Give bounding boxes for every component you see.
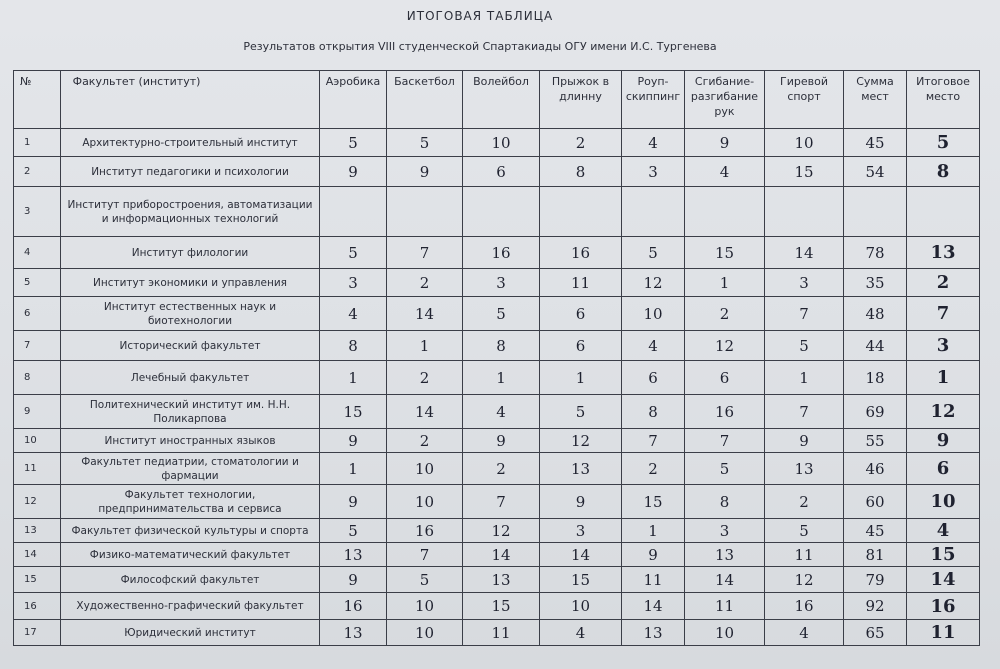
cell-final-place: 10 xyxy=(907,485,980,519)
cell-volleyball: 3 xyxy=(463,269,540,297)
header-kettlebell: Гиревой спорт xyxy=(765,71,844,129)
cell-rope-skipping: 8 xyxy=(622,395,685,429)
row-faculty: Факультет физической культуры и спорта xyxy=(61,519,320,543)
cell-volleyball: 5 xyxy=(463,297,540,331)
cell-long-jump: 6 xyxy=(540,331,622,361)
cell-rope-skipping: 15 xyxy=(622,485,685,519)
cell-kettlebell: 5 xyxy=(765,331,844,361)
row-faculty: Институт педагогики и психологии xyxy=(61,157,320,187)
cell-arm-bending: 12 xyxy=(685,331,765,361)
cell-final-place: 16 xyxy=(907,593,980,620)
cell-arm-bending: 5 xyxy=(685,453,765,485)
cell-long-jump: 1 xyxy=(540,361,622,395)
cell-aerobics: 5 xyxy=(320,129,387,157)
cell-sum: 78 xyxy=(844,237,907,269)
cell-final-place: 12 xyxy=(907,395,980,429)
table-row xyxy=(14,593,980,620)
cell-volleyball: 13 xyxy=(463,567,540,593)
cell-final-place: 5 xyxy=(907,129,980,157)
table-row xyxy=(14,269,980,297)
cell-kettlebell: 14 xyxy=(765,237,844,269)
cell-volleyball xyxy=(463,187,540,237)
cell-sum: 18 xyxy=(844,361,907,395)
cell-basketball: 7 xyxy=(387,237,463,269)
cell-final-place: 6 xyxy=(907,453,980,485)
cell-final-place: 1 xyxy=(907,361,980,395)
cell-rope-skipping: 9 xyxy=(622,543,685,567)
cell-arm-bending: 6 xyxy=(685,361,765,395)
page-subtitle: Результатов открытия VIII студенческой Спартакиады ОГУ имени И.С. Тургенева xyxy=(243,40,717,53)
row-faculty: Физико-математический факультет xyxy=(61,543,320,567)
cell-basketball xyxy=(387,187,463,237)
cell-kettlebell: 12 xyxy=(765,567,844,593)
row-number: 7 xyxy=(14,331,61,361)
row-number: 9 xyxy=(14,395,61,429)
cell-long-jump: 3 xyxy=(540,519,622,543)
cell-rope-skipping: 7 xyxy=(622,429,685,453)
cell-basketball: 2 xyxy=(387,269,463,297)
cell-basketball: 10 xyxy=(387,485,463,519)
cell-basketball: 10 xyxy=(387,620,463,646)
row-number: 1 xyxy=(14,129,61,157)
cell-arm-bending: 16 xyxy=(685,395,765,429)
cell-volleyball: 12 xyxy=(463,519,540,543)
cell-kettlebell: 2 xyxy=(765,485,844,519)
table-row xyxy=(14,129,980,157)
row-number: 14 xyxy=(14,543,61,567)
cell-aerobics: 9 xyxy=(320,485,387,519)
table-row xyxy=(14,237,980,269)
cell-long-jump: 16 xyxy=(540,237,622,269)
cell-kettlebell: 9 xyxy=(765,429,844,453)
cell-rope-skipping: 14 xyxy=(622,593,685,620)
row-faculty: Институт иностранных языков xyxy=(61,429,320,453)
cell-rope-skipping: 1 xyxy=(622,519,685,543)
table-row xyxy=(14,620,980,646)
header-sum: Сумма мест xyxy=(844,71,907,129)
cell-volleyball: 8 xyxy=(463,331,540,361)
cell-arm-bending: 8 xyxy=(685,485,765,519)
row-faculty: Лечебный факультет xyxy=(61,361,320,395)
cell-aerobics: 9 xyxy=(320,429,387,453)
cell-sum: 48 xyxy=(844,297,907,331)
cell-final-place: 3 xyxy=(907,331,980,361)
cell-arm-bending: 15 xyxy=(685,237,765,269)
cell-arm-bending: 13 xyxy=(685,543,765,567)
cell-final-place: 4 xyxy=(907,519,980,543)
table-row xyxy=(14,453,980,485)
header-aerobics: Аэробика xyxy=(320,71,387,129)
row-faculty: Художественно-графический факультет xyxy=(61,593,320,620)
cell-arm-bending: 1 xyxy=(685,269,765,297)
header-long-jump: Прыжок в длинну xyxy=(540,71,622,129)
row-number: 13 xyxy=(14,519,61,543)
cell-aerobics: 4 xyxy=(320,297,387,331)
cell-rope-skipping: 2 xyxy=(622,453,685,485)
cell-arm-bending: 11 xyxy=(685,593,765,620)
row-number: 15 xyxy=(14,567,61,593)
cell-aerobics: 15 xyxy=(320,395,387,429)
row-number: 12 xyxy=(14,485,61,519)
row-faculty: Исторический факультет xyxy=(61,331,320,361)
cell-sum: 69 xyxy=(844,395,907,429)
cell-aerobics: 5 xyxy=(320,237,387,269)
cell-rope-skipping: 4 xyxy=(622,331,685,361)
cell-volleyball: 10 xyxy=(463,129,540,157)
row-faculty: Институт филологии xyxy=(61,237,320,269)
cell-volleyball: 6 xyxy=(463,157,540,187)
row-faculty: Факультет педиатрии, стоматологии и фармации xyxy=(61,453,320,485)
cell-final-place: 11 xyxy=(907,620,980,646)
cell-long-jump: 15 xyxy=(540,567,622,593)
cell-rope-skipping: 4 xyxy=(622,129,685,157)
cell-aerobics: 13 xyxy=(320,543,387,567)
table-row xyxy=(14,485,980,519)
cell-volleyball: 1 xyxy=(463,361,540,395)
cell-aerobics: 8 xyxy=(320,331,387,361)
header-final-place: Итоговое место xyxy=(907,71,980,129)
cell-kettlebell: 5 xyxy=(765,519,844,543)
cell-final-place: 2 xyxy=(907,269,980,297)
row-faculty: Философский факультет xyxy=(61,567,320,593)
cell-basketball: 9 xyxy=(387,157,463,187)
cell-volleyball: 7 xyxy=(463,485,540,519)
table-row xyxy=(14,187,980,237)
cell-long-jump xyxy=(540,187,622,237)
cell-aerobics: 1 xyxy=(320,361,387,395)
cell-arm-bending: 2 xyxy=(685,297,765,331)
header-row xyxy=(14,71,980,129)
cell-aerobics: 1 xyxy=(320,453,387,485)
table-row xyxy=(14,429,980,453)
cell-basketball: 16 xyxy=(387,519,463,543)
cell-basketball: 10 xyxy=(387,593,463,620)
cell-final-place: 8 xyxy=(907,157,980,187)
cell-basketball: 7 xyxy=(387,543,463,567)
cell-kettlebell: 16 xyxy=(765,593,844,620)
cell-final-place: 7 xyxy=(907,297,980,331)
cell-kettlebell: 7 xyxy=(765,297,844,331)
cell-long-jump: 10 xyxy=(540,593,622,620)
cell-arm-bending: 9 xyxy=(685,129,765,157)
cell-arm-bending: 4 xyxy=(685,157,765,187)
row-faculty: Архитектурно-строительный институт xyxy=(61,129,320,157)
cell-volleyball: 14 xyxy=(463,543,540,567)
cell-long-jump: 5 xyxy=(540,395,622,429)
cell-long-jump: 14 xyxy=(540,543,622,567)
table-row xyxy=(14,395,980,429)
cell-long-jump: 6 xyxy=(540,297,622,331)
row-faculty: Юридический институт xyxy=(61,620,320,646)
cell-arm-bending: 14 xyxy=(685,567,765,593)
cell-sum: 45 xyxy=(844,519,907,543)
row-number: 10 xyxy=(14,429,61,453)
row-number: 2 xyxy=(14,157,61,187)
cell-volleyball: 9 xyxy=(463,429,540,453)
cell-aerobics xyxy=(320,187,387,237)
cell-long-jump: 11 xyxy=(540,269,622,297)
row-number: 11 xyxy=(14,453,61,485)
cell-final-place: 14 xyxy=(907,567,980,593)
cell-sum: 81 xyxy=(844,543,907,567)
cell-sum: 46 xyxy=(844,453,907,485)
cell-sum: 35 xyxy=(844,269,907,297)
table-row xyxy=(14,567,980,593)
cell-sum: 65 xyxy=(844,620,907,646)
cell-long-jump: 12 xyxy=(540,429,622,453)
cell-long-jump: 4 xyxy=(540,620,622,646)
header-rope-skipping: Роуп-скиппинг xyxy=(622,71,685,129)
cell-long-jump: 8 xyxy=(540,157,622,187)
cell-sum: 45 xyxy=(844,129,907,157)
row-faculty: Институт приборостроения, автоматизации и информационных технологий xyxy=(61,187,320,237)
cell-sum xyxy=(844,187,907,237)
cell-rope-skipping: 6 xyxy=(622,361,685,395)
cell-kettlebell xyxy=(765,187,844,237)
cell-volleyball: 16 xyxy=(463,237,540,269)
row-number: 17 xyxy=(14,620,61,646)
cell-final-place: 15 xyxy=(907,543,980,567)
cell-kettlebell: 10 xyxy=(765,129,844,157)
cell-aerobics: 9 xyxy=(320,567,387,593)
cell-rope-skipping: 13 xyxy=(622,620,685,646)
results-table xyxy=(13,70,980,646)
row-number: 6 xyxy=(14,297,61,331)
cell-basketball: 2 xyxy=(387,361,463,395)
row-number: 5 xyxy=(14,269,61,297)
cell-sum: 60 xyxy=(844,485,907,519)
cell-aerobics: 9 xyxy=(320,157,387,187)
cell-aerobics: 5 xyxy=(320,519,387,543)
cell-volleyball: 15 xyxy=(463,593,540,620)
cell-sum: 79 xyxy=(844,567,907,593)
cell-basketball: 2 xyxy=(387,429,463,453)
header-faculty: Факультет (институт) xyxy=(61,71,320,129)
cell-kettlebell: 4 xyxy=(765,620,844,646)
cell-kettlebell: 7 xyxy=(765,395,844,429)
table-row xyxy=(14,361,980,395)
table-row xyxy=(14,297,980,331)
cell-final-place: 13 xyxy=(907,237,980,269)
cell-rope-skipping: 10 xyxy=(622,297,685,331)
cell-volleyball: 4 xyxy=(463,395,540,429)
cell-long-jump: 13 xyxy=(540,453,622,485)
cell-basketball: 14 xyxy=(387,395,463,429)
row-faculty: Институт экономики и управления xyxy=(61,269,320,297)
cell-volleyball: 2 xyxy=(463,453,540,485)
table-body xyxy=(14,129,980,646)
cell-basketball: 5 xyxy=(387,567,463,593)
header-arm-bending: Сгибание-разгибание рук xyxy=(685,71,765,129)
cell-aerobics: 3 xyxy=(320,269,387,297)
row-number: 8 xyxy=(14,361,61,395)
cell-aerobics: 16 xyxy=(320,593,387,620)
cell-final-place xyxy=(907,187,980,237)
cell-kettlebell: 3 xyxy=(765,269,844,297)
cell-sum: 92 xyxy=(844,593,907,620)
row-faculty: Институт естественных наук и биотехнологии xyxy=(61,297,320,331)
cell-kettlebell: 11 xyxy=(765,543,844,567)
page-title: ИТОГОВАЯ ТАБЛИЦА xyxy=(406,9,554,23)
cell-sum: 44 xyxy=(844,331,907,361)
header-num: № xyxy=(14,71,61,129)
row-faculty: Политехнический институт им. Н.Н. Поликарпова xyxy=(61,395,320,429)
cell-arm-bending: 3 xyxy=(685,519,765,543)
cell-rope-skipping xyxy=(622,187,685,237)
row-number: 4 xyxy=(14,237,61,269)
cell-rope-skipping: 5 xyxy=(622,237,685,269)
header-volleyball: Волейбол xyxy=(463,71,540,129)
row-number: 16 xyxy=(14,593,61,620)
cell-arm-bending xyxy=(685,187,765,237)
cell-kettlebell: 13 xyxy=(765,453,844,485)
cell-basketball: 1 xyxy=(387,331,463,361)
header-basketball: Баскетбол xyxy=(387,71,463,129)
table-row xyxy=(14,543,980,567)
cell-long-jump: 2 xyxy=(540,129,622,157)
cell-sum: 54 xyxy=(844,157,907,187)
cell-rope-skipping: 11 xyxy=(622,567,685,593)
row-faculty: Факультет технологии, предпринимательства и сервиса xyxy=(61,485,320,519)
cell-arm-bending: 7 xyxy=(685,429,765,453)
table-row xyxy=(14,331,980,361)
cell-arm-bending: 10 xyxy=(685,620,765,646)
table-row xyxy=(14,157,980,187)
cell-long-jump: 9 xyxy=(540,485,622,519)
cell-kettlebell: 15 xyxy=(765,157,844,187)
cell-volleyball: 11 xyxy=(463,620,540,646)
cell-rope-skipping: 3 xyxy=(622,157,685,187)
cell-rope-skipping: 12 xyxy=(622,269,685,297)
cell-basketball: 5 xyxy=(387,129,463,157)
cell-basketball: 14 xyxy=(387,297,463,331)
row-number: 3 xyxy=(14,187,61,237)
cell-kettlebell: 1 xyxy=(765,361,844,395)
cell-basketball: 10 xyxy=(387,453,463,485)
cell-final-place: 9 xyxy=(907,429,980,453)
cell-aerobics: 13 xyxy=(320,620,387,646)
table-row xyxy=(14,519,980,543)
cell-sum: 55 xyxy=(844,429,907,453)
